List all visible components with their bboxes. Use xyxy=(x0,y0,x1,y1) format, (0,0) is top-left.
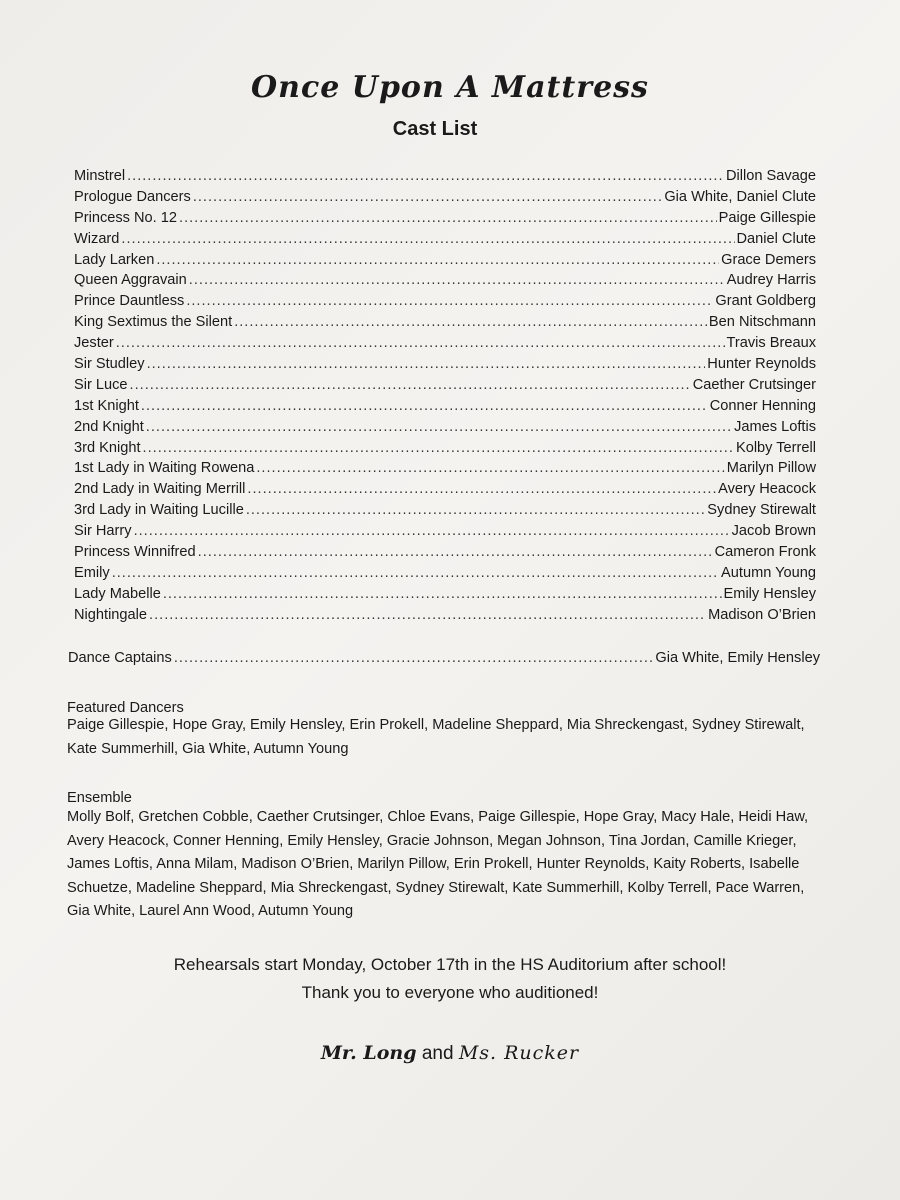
cast-row xyxy=(74,563,816,584)
cast-actor: Paige Gillespie xyxy=(718,209,816,226)
cast-actor: Emily Hensley xyxy=(723,585,816,602)
cast-row xyxy=(74,396,816,417)
page-subtitle: Cast List xyxy=(392,118,478,140)
cast-role: 1st Knight xyxy=(74,397,139,414)
cast-row xyxy=(74,479,816,500)
cast-actor: Grant Goldberg xyxy=(715,293,816,310)
cast-row xyxy=(74,166,816,187)
leader-dots xyxy=(256,458,724,479)
thank-you-note: Thank you to everyone who auditioned! xyxy=(301,983,599,1002)
cast-role: Emily xyxy=(74,564,110,581)
leader-dots xyxy=(163,584,722,605)
ensemble-heading: Ensemble xyxy=(67,790,132,806)
cast-actor: Jacob Brown xyxy=(731,523,816,540)
cast-row xyxy=(74,375,816,396)
rehearsal-notice: Rehearsals start Monday, October 17th in the HS Auditorium after school! xyxy=(173,955,727,974)
leader-dots xyxy=(127,166,724,187)
leader-dots xyxy=(186,291,713,312)
leader-dots xyxy=(193,187,662,208)
cast-actor: Grace Demers xyxy=(721,251,816,268)
featured-dancers-heading: Featured Dancers xyxy=(67,700,184,716)
signature-name-1: Mr. Long xyxy=(320,1042,417,1064)
cast-actor: James Loftis xyxy=(734,418,816,435)
cast-row xyxy=(74,270,816,291)
cast-role: 3rd Lady in Waiting Lucille xyxy=(74,502,244,519)
leader-dots xyxy=(174,648,654,669)
cast-actor: Marilyn Pillow xyxy=(726,460,816,477)
leader-dots xyxy=(143,438,734,459)
leader-dots xyxy=(189,270,725,291)
cast-role: Prince Dauntless xyxy=(74,293,185,310)
cast-list xyxy=(74,166,816,626)
signature-name-2: Ms. Rucker xyxy=(458,1042,580,1064)
cast-row xyxy=(74,417,816,438)
cast-actor: Dillon Savage xyxy=(725,168,816,184)
ensemble-names: Molly Bolf, Gretchen Cobble, Caether Crutsinger, Chloe Evans, Paige Gillespie, Hope Gray, Macy Hale, Heidi Haw, Avery Heacock, Conner Henning, Emily Hensley, Gracie Johnson, Megan Johnson, Tina Jordan, Camille Krieger, James Loftis, Anna Milam, Madison O’Brien, Marilyn Pillow, Erin Prokell, Hunter Reynolds, Kaity Roberts, Isabelle Schuetze, Madeline Sheppard, Mia Shreckengast, Sydney Stirewalt, Kate Summerhill, Kolby Terrell, Pace Warren, Gia White, Laurel Ann Wood, Autumn Young xyxy=(67,809,809,919)
leader-dots xyxy=(156,250,719,271)
cast-actor: Kolby Terrell xyxy=(735,439,816,456)
cast-role: Prologue Dancers xyxy=(74,188,191,205)
cast-row xyxy=(74,542,816,563)
signature xyxy=(0,1042,900,1065)
cast-actor: Cameron Fronk xyxy=(714,544,816,561)
cast-row xyxy=(74,458,816,479)
cast-role: Sir Harry xyxy=(74,523,132,540)
cast-row xyxy=(74,229,816,250)
cast-role: 2nd Knight xyxy=(74,418,144,435)
cast-actor: Conner Henning xyxy=(709,397,816,414)
cast-actor: Madison O’Brien xyxy=(708,606,816,623)
leader-dots xyxy=(234,312,707,333)
page-title: Once Upon A Mattress xyxy=(251,70,649,105)
cast-actor: Autumn Young xyxy=(721,564,816,581)
cast-role: Sir Luce xyxy=(74,376,128,393)
cast-actor: Avery Heacock xyxy=(718,481,816,498)
cast-role: Princess No. 12 xyxy=(74,209,178,226)
cast-row xyxy=(74,521,816,542)
cast-actor: Daniel Clute xyxy=(736,230,816,247)
cast-role: Queen Aggravain xyxy=(74,272,187,289)
cast-role: 2nd Lady in Waiting Merrill xyxy=(74,481,246,498)
leader-dots xyxy=(198,542,713,563)
cast-role: Wizard xyxy=(74,230,120,247)
cast-row xyxy=(74,312,816,333)
cast-role: Jester xyxy=(74,335,114,352)
leader-dots xyxy=(147,354,706,375)
cast-row xyxy=(74,208,816,229)
cast-row xyxy=(74,438,816,459)
cast-role: Nightingale xyxy=(74,606,148,623)
cast-role: Princess Winnifred xyxy=(74,544,196,561)
leader-dots xyxy=(134,521,730,542)
cast-row xyxy=(74,605,816,626)
cast-role: Dance Captains xyxy=(68,650,172,666)
leader-dots xyxy=(141,396,708,417)
cast-role: 1st Lady in Waiting Rowena xyxy=(74,460,255,477)
cast-role: Sir Studley xyxy=(74,356,145,373)
leader-dots xyxy=(149,605,706,626)
cast-row xyxy=(74,354,816,375)
leader-dots xyxy=(112,563,719,584)
cast-row xyxy=(74,250,816,271)
cast-row xyxy=(74,584,816,605)
leader-dots xyxy=(247,479,716,500)
leader-dots xyxy=(146,417,732,438)
cast-actor: Hunter Reynolds xyxy=(707,356,816,373)
leader-dots xyxy=(246,500,705,521)
leader-dots xyxy=(179,208,717,229)
cast-row xyxy=(74,291,816,312)
cast-row xyxy=(74,500,816,521)
cast-role: 3rd Knight xyxy=(74,439,141,456)
cast-role: Lady Mabelle xyxy=(74,585,161,602)
featured-dancers-names: Paige Gillespie, Hope Gray, Emily Hensley, Erin Prokell, Madeline Sheppard, Mia Shreckengast, Sydney Stirewalt, Kate Summerhill, Gia White, Autumn Young xyxy=(67,717,805,757)
signature-joiner: and xyxy=(421,1043,454,1064)
cast-actor: Caether Crutsinger xyxy=(692,376,816,393)
cast-role: King Sextimus the Silent xyxy=(74,314,233,331)
cast-actor: Gia White, Daniel Clute xyxy=(664,188,816,205)
leader-dots xyxy=(116,333,725,354)
leader-dots xyxy=(121,229,734,250)
dance-captains-row xyxy=(68,648,820,669)
cast-actor: Sydney Stirewalt xyxy=(707,502,816,519)
cast-row xyxy=(74,333,816,354)
cast-actor: Ben Nitschmann xyxy=(708,314,816,331)
cast-actor: Gia White, Emily Hensley xyxy=(655,650,820,666)
cast-actor: Audrey Harris xyxy=(726,272,816,289)
leader-dots xyxy=(130,375,691,396)
cast-role: Minstrel xyxy=(74,168,126,184)
cast-actor: Travis Breaux xyxy=(726,335,816,352)
cast-row xyxy=(74,187,816,208)
cast-role: Lady Larken xyxy=(74,251,155,268)
